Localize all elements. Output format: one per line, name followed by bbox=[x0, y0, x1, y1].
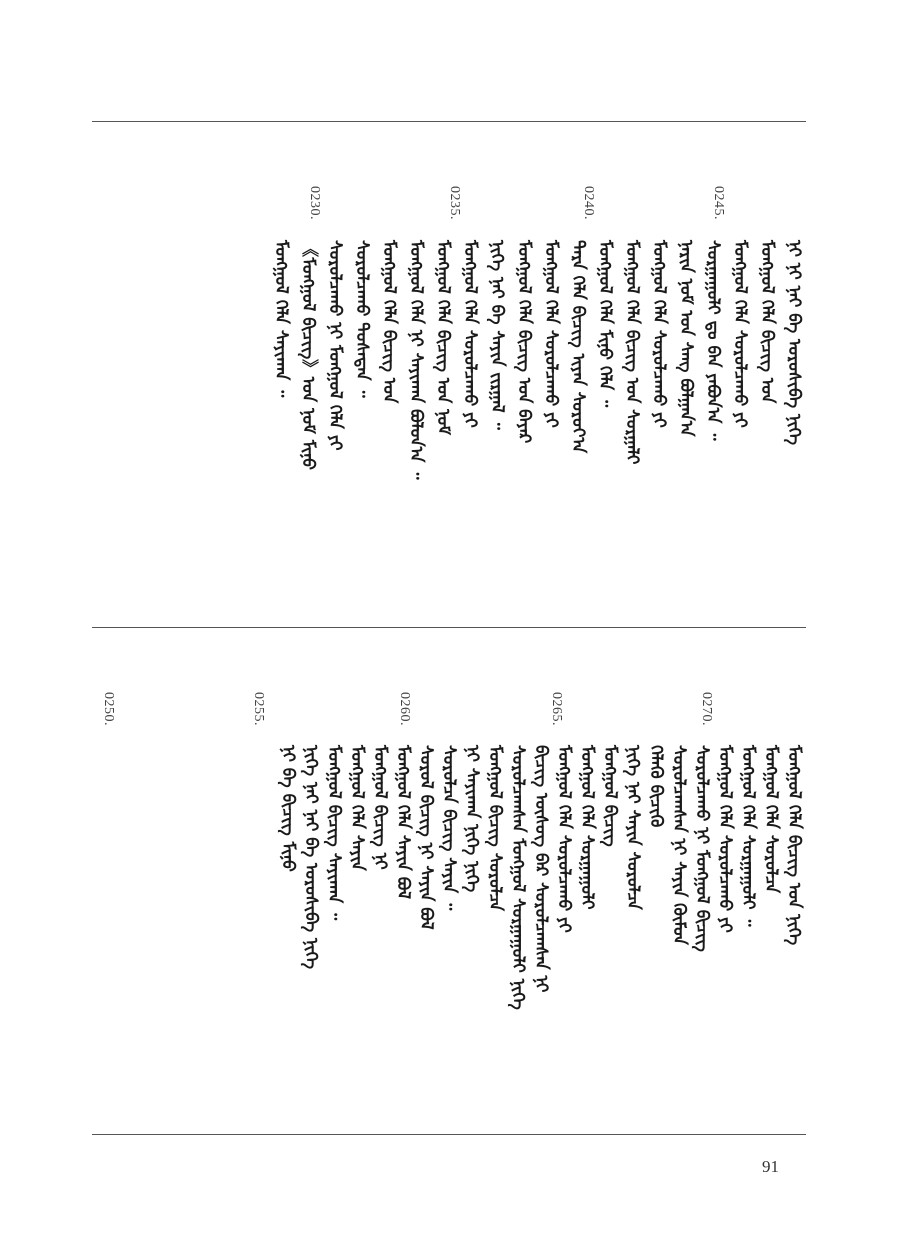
middle-rule bbox=[92, 627, 806, 628]
line-number: 0260. bbox=[397, 692, 412, 726]
line-number: 0230. bbox=[307, 186, 322, 220]
text-line: ᠮᠣᠩᠭᠣᠯ ᠬᠡᠯᠡ ᠪᠢᠴᠢᠭ ᠤᠨ ᠪᠠᠶᠠᠷ bbox=[514, 240, 534, 444]
text-line: ᠰᠤᠷᠤᠯᠴᠠᠬᠤ ᠨᠢ ᠮᠣᠩᠭᠣᠯ ᠪᠢᠴᠢᠭ bbox=[692, 745, 712, 952]
text-line: ᠮᠣᠩᠭᠣᠯ ᠬᠡᠯᠡ ᠪᠢᠴᠢᠭ ᠤᠨ bbox=[757, 240, 777, 404]
text-line: ᠰᠤᠷᠤᠯᠴᠠᠬᠤ ᠨᠢ ᠮᠣᠩᠭᠣᠯ ᠬᠡᠯᠡ ᠶᠢ bbox=[325, 240, 345, 451]
line-number: 0235. bbox=[447, 186, 462, 220]
text-line: ᠨᠢ ᠪᠠ ᠪᠢᠴᠢᠭ ᠮᠢᠨᠦ bbox=[278, 745, 298, 872]
text-line: ᠲᠡᠷᠡ ᠬᠡᠯᠡ ᠪᠢᠴᠢᠭ ᠢᠶᠡᠨ ᠰᠤᠷᠤᠶ᠎ᠠ bbox=[568, 240, 588, 454]
text-line: ᠰᠤᠷᠤᠯᠴᠠᠭᠰᠠᠨ ᠨᠢ ᠰᠠᠶᠢᠨ ᠬᠦᠮᠦᠨ bbox=[669, 745, 689, 945]
line-number: 0265. bbox=[549, 692, 564, 726]
text-line: ᠰᠤᠷᠤᠯᠴᠠᠬᠤ ᠲᠤᠰᠠᠳᠠᠨ ᠃ bbox=[352, 240, 372, 398]
text-line: ᠨᠢᠭᠡ ᠨᠠᠢ ᠰᠠᠶᠢᠨ ᠰᠤᠷᠤᠯᠴᠠ bbox=[623, 745, 643, 910]
text-line: ᠨᠢᠭᠡ ᠨᠠᠢ ᠨᠠᠢ ᠪᠠ ᠣᠷᠣᠰᠢᠪᠠ ᠨᠢᠭᠡ bbox=[301, 745, 321, 970]
line-number: 0240. bbox=[581, 186, 596, 220]
text-line: ᠨᠢ ᠨᠢ ᠨᠠᠢ ᠪᠠ ᠣᠷᠣᠰᠢᠪᠠ ᠨᠢᠭᠡ bbox=[784, 240, 804, 446]
text-line: ᠬᠡᠯᠡᠬᠦ ᠪᠢᠴᠢᠬᠦ bbox=[646, 745, 666, 828]
text-line: ᠮᠣᠩᠭᠣᠯ ᠬᠡᠯᠡ ᠰᠤᠷᠤᠯᠴᠠᠬᠤ ᠶᠢ bbox=[649, 240, 669, 428]
text-line: ᠪᠢᠴᠢᠭ ᠦᠰᠦᠭ ᠪᠠᠷ ᠰᠤᠷᠤᠯᠴᠠᠭᠰᠠᠨ ᠨᠢ bbox=[531, 745, 551, 993]
text-line: ᠰᠤᠷᠭᠠᠭᠤᠯᠢ ᠳᠤ ᠪᠠᠨ ᠶᠠᠪᠤᠨ᠎ᠠ ᠃ bbox=[703, 240, 723, 441]
text-line: ᠮᠣᠩᠭᠣᠯ ᠬᠡᠯᠡ ᠪᠢᠴᠢᠭ ᠤᠨ ᠰᠤᠷᠭᠠᠯᠢ bbox=[622, 240, 642, 465]
text-line: ᠮᠣᠩᠭᠣᠯ ᠬᠡᠯᠡ ᠰᠠᠶᠢᠬᠠᠨ ᠃ bbox=[271, 240, 291, 398]
text-line: ᠮᠣᠩᠭᠣᠯ ᠪᠢᠴᠢᠭ bbox=[600, 745, 620, 847]
text-line: ᠮᠣᠩᠭᠣᠯ ᠬᠡᠯᠡ ᠮᠢᠨᠦ ᠬᠡᠯᠡ ᠃ bbox=[595, 240, 615, 408]
page-number: 91 bbox=[762, 1157, 779, 1176]
line-number: 0245. bbox=[711, 186, 726, 220]
text-line: ᠮᠣᠩᠭᠣᠯ ᠬᠡᠯᠡ ᠰᠤᠷᠤᠯᠴᠠᠬᠤ ᠶᠢ bbox=[554, 745, 574, 933]
text-line: ᠮᠣᠩᠭᠣᠯ ᠬᠡᠯᠡ ᠪᠢᠴᠢᠭ ᠤᠨ ᠨᠢᠭᠡ bbox=[784, 745, 804, 946]
text-line: ᠰᠤᠷᠤᠯ ᠪᠢᠴᠢᠭ ᠨᠢ ᠰᠠᠶᠢᠨ ᠪᠣᠯ bbox=[416, 745, 436, 930]
text-line: ᠰᠤᠷᠤᠯᠴᠠᠭᠰᠠᠨ ᠮᠣᠩᠭᠣᠯ ᠰᠤᠷᠭᠠᠭᠤᠯᠢ ᠨᠢᠭᠡ bbox=[508, 745, 528, 1010]
text-line: ᠮᠣᠩᠭᠣᠯ ᠬᠡᠯᠡ ᠰᠤᠷᠤᠯᠴᠠᠬᠤ ᠶᠢ bbox=[730, 240, 750, 428]
text-line: ᠮᠣᠩᠭᠣᠯ ᠬᠡᠯᠡ ᠰᠤᠷᠤᠯᠴᠠᠬᠤ ᠶᠢ bbox=[541, 240, 561, 428]
bottom-rule bbox=[92, 1134, 806, 1135]
text-line: ᠨᠢ ᠰᠠᠶᠢᠬᠠᠨ ᠨᠢᠭᠡ ᠨᠢᠭᠡ bbox=[462, 745, 482, 893]
text-line: ᠨᠠᠷᠢᠨ ᠨᠣᠮ ᠤᠨ ᠰᠠᠩ ᠪᠣᠯᠭᠠᠨ᠎ᠠ bbox=[676, 240, 696, 437]
line-number: 0255. bbox=[251, 692, 266, 726]
text-line: ᠮᠣᠩᠭᠣᠯ ᠬᠡᠯᠡ ᠰᠠᠶᠢᠨ bbox=[347, 745, 367, 871]
text-line: ᠨᠢᠭᠡ ᠨᠠᠢ ᠪᠠ ᠰᠠᠶᠢᠨ ᠵᠢᠷᠭᠠᠯ ᠃ bbox=[487, 240, 507, 430]
text-line: ᠮᠣᠩᠭᠣᠯ ᠬᠡᠯᠡ ᠰᠤᠷᠭᠠᠭᠤᠯᠢ ᠃ bbox=[738, 745, 758, 927]
text-line: ᠮᠣᠩᠭᠣᠯ ᠪᠢᠴᠢᠭ ᠨᠢ bbox=[370, 745, 390, 870]
text-line: ᠮᠣᠩᠭᠣᠯ ᠬᠡᠯᠡ ᠰᠤᠷᠤᠯᠴᠠᠬᠤ ᠶᠢ bbox=[460, 240, 480, 428]
text-line: 《ᠮᠣᠩᠭᠣᠯ ᠪᠢᠴᠢᠭ》ᠤᠨ ᠨᠣᠮ ᠮᠢᠨᠦ bbox=[298, 240, 318, 470]
line-number: 0250. bbox=[101, 692, 116, 726]
text-line: ᠮᠣᠩᠭᠣᠯ ᠬᠡᠯᠡ ᠰᠠᠶᠢᠨ ᠪᠣᠯ bbox=[393, 745, 413, 900]
line-number: 0270. bbox=[699, 692, 714, 726]
text-line: ᠮᠣᠩᠭᠣᠯ ᠬᠡᠯᠡ ᠨᠢ ᠰᠠᠶᠢᠬᠠᠨ ᠪᠣᠯᠤᠨ᠎ᠠ ᠃ bbox=[406, 240, 426, 480]
text-line: ᠮᠣᠩᠭᠣᠯ ᠪᠢᠴᠢᠭ ᠰᠠᠶᠢᠬᠠᠨ ᠃ bbox=[324, 745, 344, 921]
text-line: ᠮᠣᠩᠭᠣᠯ ᠬᠡᠯᠡ ᠪᠢᠴᠢᠭ ᠤᠨ bbox=[379, 240, 399, 404]
text-line: ᠮᠣᠩᠭᠣᠯ ᠬᠡᠯᠡ ᠰᠤᠷᠤᠯᠴᠠᠬᠤ ᠶᠢ bbox=[715, 745, 735, 933]
text-line: ᠮᠣᠩᠭᠣᠯ ᠬᠡᠯᠡ ᠰᠤᠷᠭᠠᠭᠤᠯᠢ bbox=[577, 745, 597, 910]
text-line: ᠮᠣᠩᠭᠣᠯ ᠪᠢᠴᠢᠭ ᠰᠤᠷᠤᠯᠴᠠ bbox=[485, 745, 505, 911]
text-line: ᠰᠤᠷᠤᠯᠴᠠ ᠪᠢᠴᠢᠭ ᠰᠠᠶᠢᠨ ᠃ bbox=[439, 745, 459, 911]
top-rule bbox=[92, 121, 806, 122]
text-line: ᠮᠣᠩᠭᠣᠯ ᠬᠡᠯᠡ ᠪᠢᠴᠢᠭ ᠤᠨ ᠨᠣᠮ bbox=[433, 240, 453, 435]
text-line: ᠮᠣᠩᠭᠣᠯ ᠬᠡᠯᠡ ᠰᠤᠷᠤᠯᠴᠠ bbox=[761, 745, 781, 894]
